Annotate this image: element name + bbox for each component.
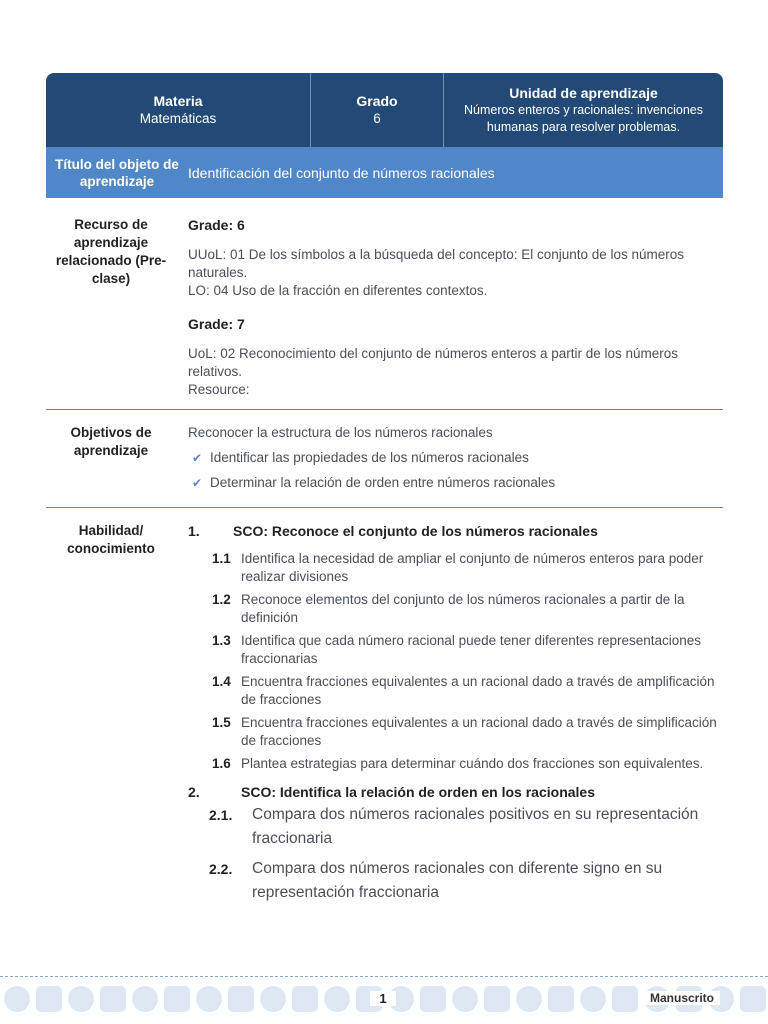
unidad-cell — [444, 73, 723, 147]
circle-icon — [132, 986, 158, 1012]
recurso-row — [46, 198, 723, 410]
brand-label: Manuscrito — [644, 991, 720, 1005]
item-text: Compara dos números racionales positivos en su representación fraccionaria — [252, 806, 699, 847]
objetivos-label: Objetivos de aprendizaje — [70, 425, 152, 458]
habilidad-row — [46, 508, 723, 911]
abacus-icon — [740, 986, 766, 1012]
objetivo-text: Determinar la relación de orden entre números racionales — [210, 475, 556, 490]
abacus-icon — [484, 986, 510, 1012]
title-value: Identificación del conjunto de números racionales — [188, 164, 495, 181]
grade7-line2: Resource: — [188, 382, 250, 397]
item-number: 1.5 — [212, 715, 231, 730]
grade7-text — [188, 345, 723, 399]
sco1-title: SCO: Reconoce el conjunto de los números racionales — [233, 523, 598, 539]
recurso-content — [176, 216, 723, 409]
list-item — [212, 714, 723, 750]
item-text: Encuentra fracciones equivalentes a un racional dado a través de amplificación de fracciones — [241, 674, 715, 707]
materia-label: Materia — [153, 93, 203, 109]
item-number: 2.1. — [209, 807, 233, 823]
item-number: 1.1 — [212, 551, 231, 566]
objetivos-row — [46, 410, 723, 508]
unidad-label: Unidad de aprendizaje — [509, 84, 658, 101]
list-item — [212, 591, 723, 627]
circle-icon — [4, 986, 30, 1012]
grade7-heading: Grade: 7 — [188, 316, 245, 332]
grade7-line1: UoL: 02 Reconocimiento del conjunto de números enteros a partir de los números relativos. — [188, 346, 679, 379]
calculator-icon — [292, 986, 318, 1012]
item-text: Reconoce elementos del conjunto de los números racionales a partir de la definición — [241, 592, 685, 625]
list-item — [209, 857, 723, 905]
recurso-label: Recurso de aprendizaje relacionado (Pre-clase) — [55, 217, 167, 286]
item-text: Encuentra fracciones equivalentes a un racional dado a través de simplificación de fracciones — [241, 715, 717, 748]
item-text: Identifica la necesidad de ampliar el conjunto de números enteros para poder realizar divisiones — [241, 551, 704, 584]
circle-icon — [580, 986, 606, 1012]
grado-label: Grado — [356, 93, 398, 109]
list-item — [212, 550, 723, 586]
calculator-icon — [36, 986, 62, 1012]
header-row — [46, 73, 723, 147]
item-text: Identifica que cada número racional puede tener diferentes representaciones fraccionarias — [241, 633, 702, 666]
grado-cell — [311, 73, 444, 147]
list-item — [188, 474, 723, 492]
circle-icon — [452, 986, 478, 1012]
list-item — [212, 755, 723, 773]
grade6-text — [188, 246, 723, 300]
grade6-heading: Grade: 6 — [188, 217, 245, 233]
ruler-icon — [612, 986, 638, 1012]
title-row — [46, 147, 723, 198]
grade6-line1: UUoL: 01 De los símbolos a la búsqueda del concepto: El conjunto de los números naturales. — [188, 247, 685, 280]
item-number: 1.4 — [212, 674, 231, 689]
objetivos-intro: Reconocer la estructura de los números racionales — [188, 425, 493, 440]
page-number: 1 — [370, 991, 396, 1006]
title-label: Título del objeto de aprendizaje — [55, 156, 179, 189]
sco2-title: SCO: Identifica la relación de orden en los racionales — [241, 784, 595, 800]
lesson-plan-document — [46, 73, 723, 911]
list-item — [188, 449, 723, 467]
circle-icon — [260, 986, 286, 1012]
circle-icon — [68, 986, 94, 1012]
calculator-icon — [164, 986, 190, 1012]
list-item — [212, 632, 723, 668]
item-number: 1.3 — [212, 633, 231, 648]
circle-icon — [324, 986, 350, 1012]
item-number: 1.2 — [212, 592, 231, 607]
unidad-value: Números enteros y racionales: invenciones humanas para resolver problemas. — [463, 102, 703, 134]
grado-value: 6 — [373, 111, 381, 126]
circle-icon — [516, 986, 542, 1012]
sco2-number: 2. — [188, 784, 200, 800]
checkmark-icon: ✔ — [192, 476, 203, 490]
footer-divider — [0, 976, 768, 977]
materia-value: Matemáticas — [139, 111, 217, 126]
objetivo-text: Identificar las propiedades de los números racionales — [210, 450, 529, 465]
item-text: Compara dos números racionales con diferente signo en su representación fraccionaria — [252, 860, 663, 901]
sco1-number: 1. — [188, 523, 200, 539]
habilidad-content — [176, 522, 723, 911]
item-number: 2.2. — [209, 861, 233, 877]
objetivos-content — [176, 424, 723, 507]
list-item — [209, 803, 723, 851]
item-text: Plantea estrategias para determinar cuándo dos fracciones son equivalentes. — [241, 756, 704, 771]
sco1-heading — [188, 522, 723, 540]
abacus-icon — [228, 986, 254, 1012]
calculator-icon — [548, 986, 574, 1012]
grade6-line2: LO: 04 Uso de la fracción en diferentes contextos. — [188, 283, 488, 298]
ruler-icon — [100, 986, 126, 1012]
habilidad-label: Habilidad/ conocimiento — [67, 523, 155, 556]
checkmark-icon: ✔ — [192, 451, 203, 465]
calculator-icon — [420, 986, 446, 1012]
item-number: 1.6 — [212, 756, 231, 771]
list-item — [212, 673, 723, 709]
circle-icon — [196, 986, 222, 1012]
materia-cell — [46, 73, 311, 147]
sco2-heading — [188, 783, 723, 801]
